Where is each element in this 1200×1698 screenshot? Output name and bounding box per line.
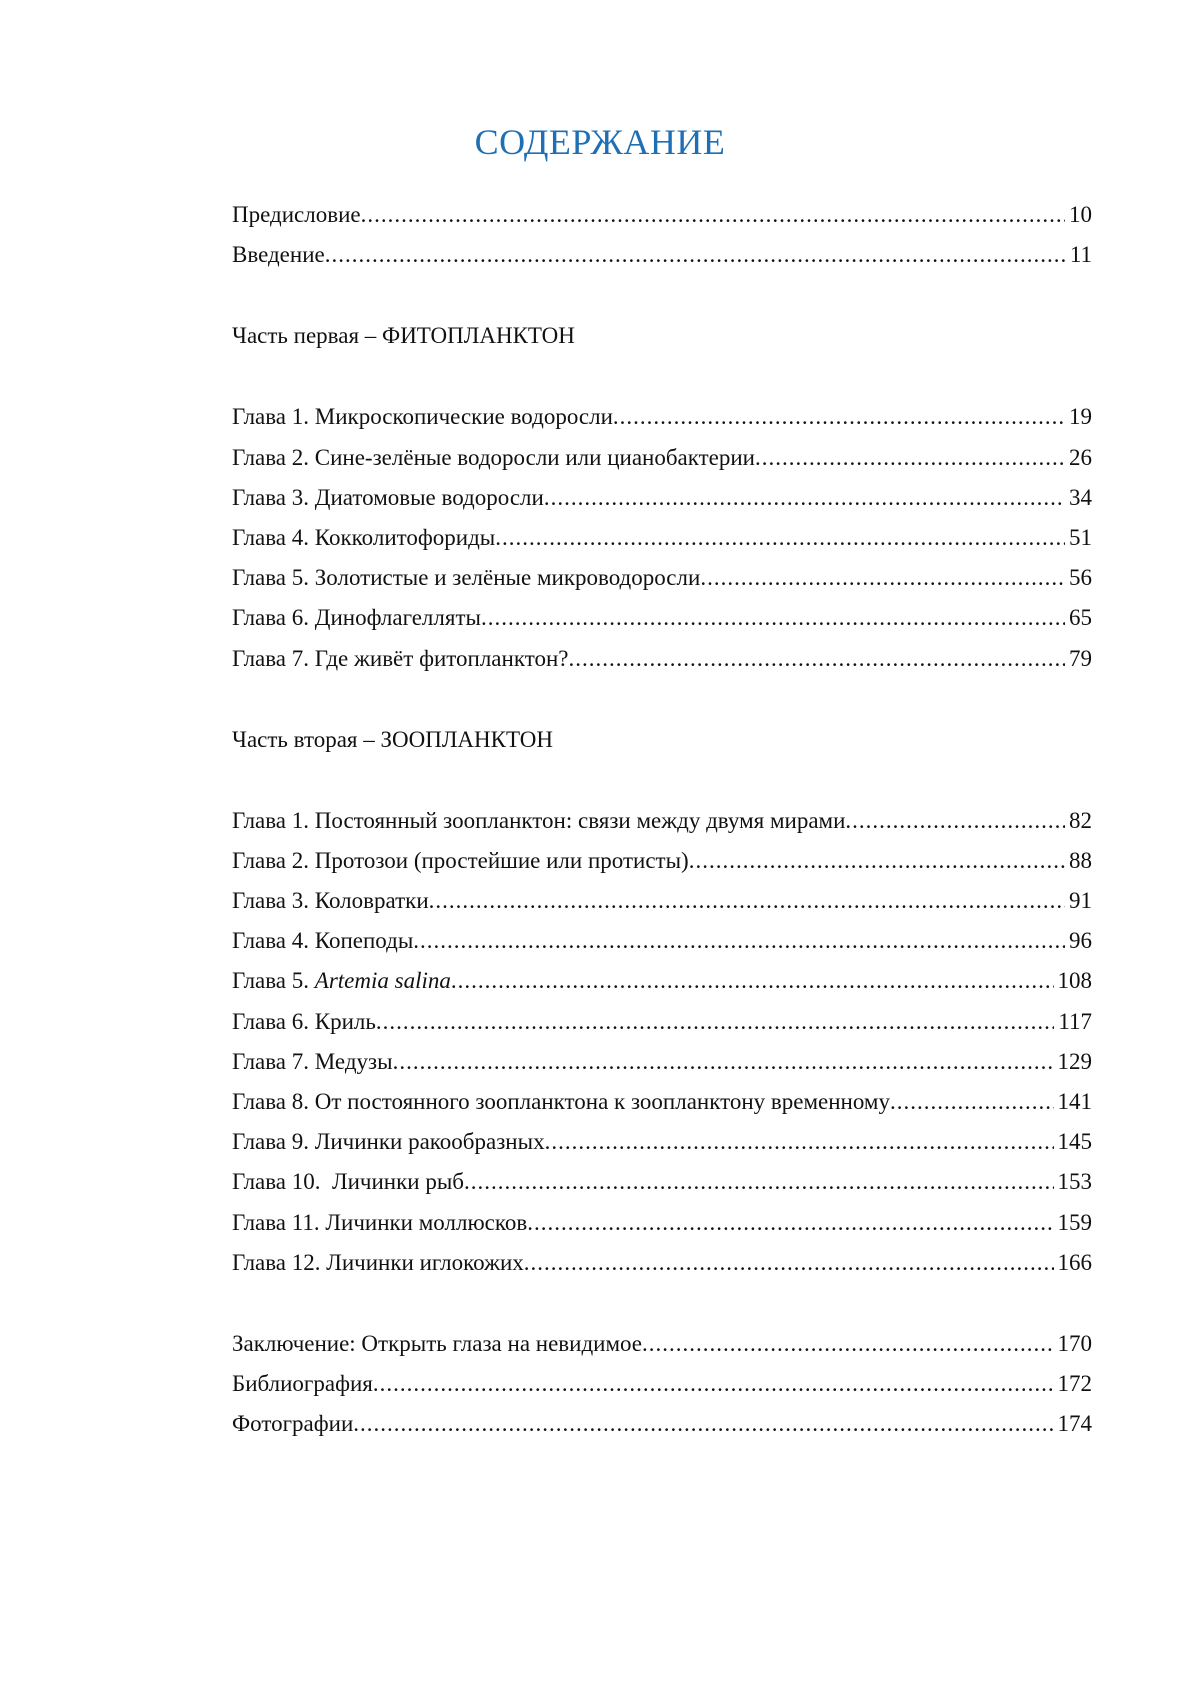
entry-label: Глава 4. Копеподы (232, 928, 414, 954)
dot-leader (545, 1122, 1054, 1162)
entry-page: 159 (1057, 1209, 1092, 1235)
dot-leader (700, 558, 1065, 598)
back-matter (232, 1324, 1092, 1445)
part-heading-zooplankton: Часть вторая – ЗООПЛАНКТОН (232, 726, 553, 752)
entry-page: 141 (1057, 1089, 1092, 1114)
toc-entry[interactable] (232, 1162, 1092, 1202)
toc-entry[interactable] (232, 881, 1092, 921)
page-title: СОДЕРЖАНИЕ (474, 122, 726, 162)
entry-page: 34 (1069, 484, 1092, 510)
entry-page: 172 (1057, 1371, 1092, 1397)
entry-page: 117 (1058, 1008, 1092, 1034)
dot-leader (642, 1324, 1053, 1364)
entry-label: Библиография (232, 1371, 373, 1397)
front-matter (232, 195, 1092, 275)
entry-label: Введение (232, 242, 325, 268)
entry-page: 10 (1069, 202, 1092, 227)
dot-leader (325, 235, 1066, 275)
entry-label: Предисловие (232, 202, 361, 227)
toc-entry[interactable] (232, 1042, 1092, 1082)
toc-entry[interactable] (232, 518, 1092, 558)
entry-page: 65 (1069, 605, 1092, 631)
toc-entry-artemia[interactable] (232, 961, 1092, 1001)
table-of-contents (232, 195, 1092, 1445)
dot-leader (755, 438, 1065, 478)
toc-entry[interactable] (232, 558, 1092, 598)
entry-page: 170 (1057, 1330, 1092, 1356)
entry-page: 96 (1069, 928, 1092, 954)
dot-leader (568, 639, 1065, 679)
part-heading-phytoplankton: Часть первая – ФИТОПЛАНКТОН (232, 323, 575, 349)
dot-leader (544, 478, 1065, 518)
entry-label: Глава 6. Криль (232, 1008, 376, 1034)
entry-label: Глава 5. Золотистые и зелёные микроводоросли (232, 565, 701, 591)
toc-entry[interactable] (232, 1002, 1092, 1042)
entry-page: 153 (1057, 1169, 1092, 1195)
entry-page: 88 (1069, 847, 1092, 873)
part1-chapters (232, 397, 1092, 678)
toc-entry-conclusion[interactable] (232, 1324, 1092, 1364)
toc-entry-bibliography[interactable] (232, 1364, 1092, 1404)
toc-entry[interactable] (232, 639, 1092, 679)
dot-leader (353, 1404, 1053, 1444)
toc-entry[interactable] (232, 478, 1092, 518)
entry-label: Глава 1. Микроскопические водоросли (232, 404, 613, 430)
dot-leader (373, 1364, 1054, 1404)
toc-entry[interactable] (232, 841, 1092, 881)
entry-page: 145 (1057, 1129, 1092, 1155)
entry-label: Фотографии (232, 1411, 354, 1437)
part2-chapters (232, 801, 1092, 1283)
entry-page: 108 (1057, 968, 1092, 994)
dot-leader (524, 1243, 1054, 1283)
toc-entry[interactable] (232, 1122, 1092, 1162)
entry-label: Глава 12. Личинки иглокожих (232, 1249, 524, 1275)
entry-page: 56 (1069, 565, 1092, 591)
entry-label: Глава 10. Личинки рыб (232, 1169, 464, 1195)
dot-leader (527, 1203, 1053, 1243)
entry-page: 26 (1069, 444, 1092, 470)
entry-page: 82 (1069, 807, 1092, 833)
entry-page: 129 (1057, 1048, 1092, 1074)
entry-page: 174 (1057, 1411, 1092, 1437)
toc-entry[interactable] (232, 397, 1092, 437)
entry-label-species: Artemia salina (314, 968, 451, 994)
entry-label: Глава 2. Протозои (простейшие или протисты) (232, 847, 689, 873)
entry-page: 91 (1069, 888, 1092, 914)
entry-label: Заключение: Открыть глаза на невидимое (232, 1330, 643, 1356)
entry-label: Глава 9. Личинки ракообразных (232, 1129, 545, 1155)
dot-leader (613, 397, 1065, 437)
dot-leader (481, 598, 1065, 638)
entry-page: 19 (1069, 404, 1092, 430)
toc-entry[interactable] (232, 921, 1092, 961)
entry-page: 79 (1069, 645, 1092, 671)
dot-leader (464, 1162, 1054, 1202)
entry-page: 166 (1057, 1249, 1092, 1275)
entry-page: 51 (1069, 524, 1092, 550)
dot-leader (361, 195, 1065, 235)
toc-entry-introduction[interactable] (232, 235, 1092, 275)
toc-entry[interactable] (232, 438, 1092, 478)
dot-leader (393, 1042, 1054, 1082)
entry-label: Глава 7. Где живёт фитопланктон? (232, 645, 569, 671)
toc-entry[interactable] (232, 598, 1092, 638)
toc-entry[interactable] (232, 1243, 1092, 1283)
dot-leader (845, 801, 1065, 841)
entry-label: Глава 4. Кокколитофориды (232, 524, 496, 550)
toc-entry[interactable] (232, 1203, 1092, 1243)
entry-label: Глава 7. Медузы (232, 1048, 393, 1074)
entry-label: Глава 2. Сине-зелёные водоросли или цианобактерии (232, 444, 755, 470)
entry-label: Глава 3. Коловратки (232, 888, 429, 914)
entry-label: Глава 8. От постоянного зоопланктона к зоопланктону временному (232, 1089, 890, 1114)
toc-entry-photographs[interactable] (232, 1404, 1092, 1444)
dot-leader (376, 1002, 1054, 1042)
entry-label: Глава 11. Личинки моллюсков (232, 1209, 528, 1235)
entry-page: 11 (1069, 242, 1092, 268)
entry-label: Глава 6. Динофлагелляты (232, 605, 481, 631)
entry-label: Глава 1. Постоянный зоопланктон: связи между двумя мирами (232, 807, 846, 833)
dot-leader (413, 921, 1065, 961)
dot-leader (451, 961, 1054, 1001)
dot-leader (890, 1082, 1054, 1122)
dot-leader (495, 518, 1065, 558)
dot-leader (429, 881, 1065, 921)
entry-label (232, 961, 451, 1001)
entry-label-prefix: Глава 5. (232, 968, 315, 994)
toc-entry-preface[interactable] (232, 195, 1092, 235)
toc-entry[interactable] (232, 1082, 1092, 1122)
toc-entry[interactable] (232, 801, 1092, 841)
entry-label: Глава 3. Диатомовые водоросли (232, 484, 544, 510)
dot-leader (689, 841, 1065, 881)
